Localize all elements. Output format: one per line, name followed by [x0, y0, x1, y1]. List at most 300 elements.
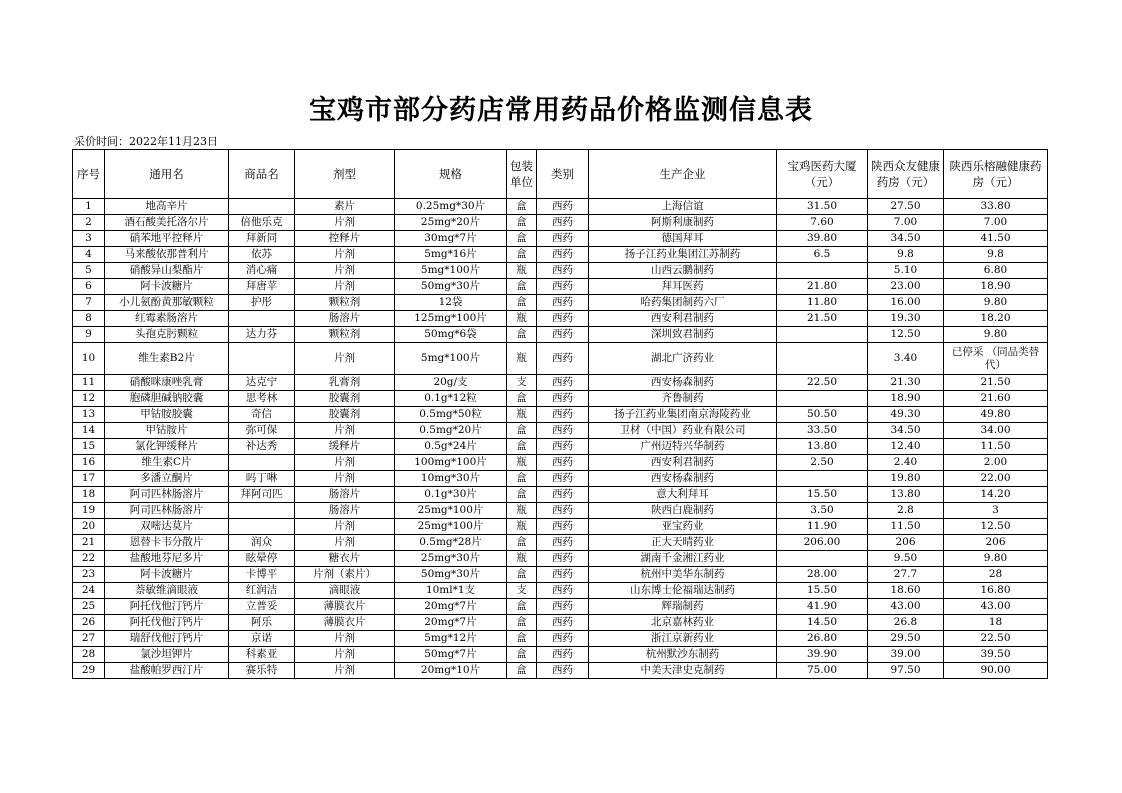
table-cell: 15.50	[777, 487, 868, 503]
table-cell: 2.50	[777, 455, 868, 471]
table-cell: 西药	[537, 663, 589, 679]
table-cell: 阿斯利康制药	[589, 215, 777, 231]
table-cell: 0.5mg*28片	[395, 535, 507, 551]
table-cell: 西药	[537, 471, 589, 487]
table-cell: 49.80	[944, 407, 1048, 423]
column-header: 序号	[73, 150, 105, 199]
table-cell: 盒	[507, 327, 537, 343]
table-cell: 39.90	[777, 647, 868, 663]
table-cell: 硝酸咪康唑乳膏	[105, 375, 229, 391]
table-cell: 瓶	[507, 343, 537, 375]
table-cell: 阿司匹林肠溶片	[105, 487, 229, 503]
table-cell: 盐酸地芬尼多片	[105, 551, 229, 567]
table-cell: 50mg*30片	[395, 279, 507, 295]
table-cell: 西安利君制药	[589, 455, 777, 471]
table-cell: 西药	[537, 327, 589, 343]
table-row	[73, 231, 1048, 247]
table-cell: 西药	[537, 231, 589, 247]
table-cell: 瓶	[507, 263, 537, 279]
table-cell	[229, 311, 295, 327]
table-cell: 消心痛	[229, 263, 295, 279]
table-cell: 头孢克肟颗粒	[105, 327, 229, 343]
table-row	[73, 599, 1048, 615]
table-cell: 片剂	[295, 631, 395, 647]
table-cell: 12.40	[868, 439, 944, 455]
table-cell	[777, 391, 868, 407]
table-cell: 达克宁	[229, 375, 295, 391]
table-cell: 薄膜衣片	[295, 615, 395, 631]
table-row	[73, 567, 1048, 583]
table-cell: 10mg*30片	[395, 471, 507, 487]
table-cell: 23	[73, 567, 105, 583]
table-cell: 眩晕停	[229, 551, 295, 567]
table-cell: 思考林	[229, 391, 295, 407]
table-cell: 9.80	[944, 551, 1048, 567]
table-row	[73, 471, 1048, 487]
table-cell: 盒	[507, 231, 537, 247]
table-cell: 18.90	[868, 391, 944, 407]
table-cell: 维生素C片	[105, 455, 229, 471]
table-cell: 盒	[507, 423, 537, 439]
table-cell: 31.50	[777, 199, 868, 215]
table-cell: 50.50	[777, 407, 868, 423]
table-cell: 盒	[507, 535, 537, 551]
table-cell: 拜唐苹	[229, 279, 295, 295]
table-cell: 3.50	[777, 503, 868, 519]
table-cell: 西药	[537, 439, 589, 455]
table-cell: 盒	[507, 663, 537, 679]
table-cell: 中美天津史克制药	[589, 663, 777, 679]
table-cell: 20mg*7片	[395, 615, 507, 631]
table-cell: 片剂	[295, 279, 395, 295]
table-cell: 恩替卡韦分散片	[105, 535, 229, 551]
table-cell: 5mg*100片	[395, 343, 507, 375]
table-cell: 盒	[507, 439, 537, 455]
header-row	[73, 150, 1048, 199]
table-cell: 28.00	[777, 567, 868, 583]
table-cell: 39.00	[868, 647, 944, 663]
table-row	[73, 263, 1048, 279]
table-row	[73, 423, 1048, 439]
table-row	[73, 615, 1048, 631]
table-cell: 颗粒剂	[295, 327, 395, 343]
table-cell: 206	[944, 535, 1048, 551]
table-cell: 湖南千金湘江药业	[589, 551, 777, 567]
table-cell: 西安杨森制药	[589, 471, 777, 487]
column-header: 商品名	[229, 150, 295, 199]
table-cell	[229, 343, 295, 375]
table-cell: 15	[73, 439, 105, 455]
table-cell: 西药	[537, 631, 589, 647]
table-cell	[229, 519, 295, 535]
table-cell: 吗丁啉	[229, 471, 295, 487]
table-cell: 33.50	[777, 423, 868, 439]
table-row	[73, 279, 1048, 295]
table-cell: 19.80	[868, 471, 944, 487]
table-cell: 22.50	[944, 631, 1048, 647]
table-row	[73, 439, 1048, 455]
table-cell: 27.7	[868, 567, 944, 583]
table-cell: 25mg*100片	[395, 519, 507, 535]
table-cell: 西安利君制药	[589, 311, 777, 327]
table-cell: 拜阿司匹	[229, 487, 295, 503]
table-cell: 34.50	[868, 423, 944, 439]
table-row	[73, 215, 1048, 231]
table-cell: 阿司匹林肠溶片	[105, 503, 229, 519]
table-cell: 9.8	[868, 247, 944, 263]
table-cell: 西药	[537, 295, 589, 311]
table-cell: 浙江京新药业	[589, 631, 777, 647]
table-cell: 2.8	[868, 503, 944, 519]
table-cell: 27.50	[868, 199, 944, 215]
table-cell: 25	[73, 599, 105, 615]
table-row	[73, 311, 1048, 327]
page-title: 宝鸡市部分药店常用药品价格监测信息表	[309, 95, 813, 126]
table-cell: 西药	[537, 599, 589, 615]
table-cell: 红霉素肠溶片	[105, 311, 229, 327]
table-cell	[777, 343, 868, 375]
table-cell: 片剂	[295, 471, 395, 487]
table-cell: 盒	[507, 295, 537, 311]
table-cell: 补达秀	[229, 439, 295, 455]
table-cell: 薄膜衣片	[295, 599, 395, 615]
column-header: 规格	[395, 150, 507, 199]
table-cell: 维生素B2片	[105, 343, 229, 375]
column-header: 陕西众友健康药房（元）	[868, 150, 944, 199]
table-cell: 阿托伐他汀钙片	[105, 599, 229, 615]
table-cell: 14.50	[777, 615, 868, 631]
table-cell: 片剂	[295, 263, 395, 279]
table-cell: 肠溶片	[295, 487, 395, 503]
table-cell: 瓶	[507, 407, 537, 423]
table-cell: 21.50	[944, 375, 1048, 391]
table-cell: 5.10	[868, 263, 944, 279]
table-cell: 9	[73, 327, 105, 343]
table-cell: 湖北广济药业	[589, 343, 777, 375]
table-cell: 19.30	[868, 311, 944, 327]
table-cell: 13.80	[868, 487, 944, 503]
table-cell: 山东博士伦福瑞达制药	[589, 583, 777, 599]
table-cell: 41.90	[777, 599, 868, 615]
table-row	[73, 455, 1048, 471]
table-cell: 深圳致君制药	[589, 327, 777, 343]
table-cell: 7.00	[944, 215, 1048, 231]
table-cell: 28	[944, 567, 1048, 583]
table-cell: 34.50	[868, 231, 944, 247]
table-cell: 西药	[537, 407, 589, 423]
table-cell: 30mg*7片	[395, 231, 507, 247]
table-row	[73, 663, 1048, 679]
table-cell: 18.20	[944, 311, 1048, 327]
table-cell: 13.80	[777, 439, 868, 455]
table-cell: 16	[73, 455, 105, 471]
table-cell: 16.00	[868, 295, 944, 311]
table-cell: 2	[73, 215, 105, 231]
table-cell: 100mg*100片	[395, 455, 507, 471]
table-cell: 21.60	[944, 391, 1048, 407]
table-cell: 杭州默沙东制药	[589, 647, 777, 663]
table-cell: 2.00	[944, 455, 1048, 471]
table-cell: 206.00	[777, 535, 868, 551]
table-cell: 齐鲁制药	[589, 391, 777, 407]
table-cell: 20mg*7片	[395, 599, 507, 615]
table-row	[73, 343, 1048, 375]
table-cell: 125mg*100片	[395, 311, 507, 327]
table-cell: 7.00	[868, 215, 944, 231]
table-cell: 瓶	[507, 519, 537, 535]
table-cell: 科素亚	[229, 647, 295, 663]
table-cell: 正大天晴药业	[589, 535, 777, 551]
table-cell: 西药	[537, 551, 589, 567]
table-cell: 京诺	[229, 631, 295, 647]
table-cell: 5	[73, 263, 105, 279]
table-cell: 5mg*16片	[395, 247, 507, 263]
table-cell: 西药	[537, 503, 589, 519]
table-cell: 盐酸帕罗西汀片	[105, 663, 229, 679]
table-cell: 缓释片	[295, 439, 395, 455]
table-cell: 25mg*20片	[395, 215, 507, 231]
table-cell: 弥可保	[229, 423, 295, 439]
table-cell: 33.80	[944, 199, 1048, 215]
table-cell: 10	[73, 343, 105, 375]
table-cell: 19	[73, 503, 105, 519]
table-cell: 12	[73, 391, 105, 407]
table-cell: 达力芬	[229, 327, 295, 343]
table-cell: 马来酸依那普利片	[105, 247, 229, 263]
table-row	[73, 519, 1048, 535]
table-cell: 片剂	[295, 647, 395, 663]
table-cell: 多潘立酮片	[105, 471, 229, 487]
table-cell: 瓶	[507, 551, 537, 567]
table-cell	[777, 551, 868, 567]
table-cell: 21	[73, 535, 105, 551]
table-cell: 酒石酸美托洛尔片	[105, 215, 229, 231]
table-cell: 阿卡波糖片	[105, 567, 229, 583]
table-cell: 50mg*30片	[395, 567, 507, 583]
table-cell: 护彤	[229, 295, 295, 311]
table-cell: 双嘧达莫片	[105, 519, 229, 535]
table-cell: 西药	[537, 247, 589, 263]
table-cell: 红润洁	[229, 583, 295, 599]
table-cell: 12.50	[944, 519, 1048, 535]
table-cell: 片剂	[295, 519, 395, 535]
table-cell: 49.30	[868, 407, 944, 423]
table-cell: 18	[73, 487, 105, 503]
table-cell: 9.50	[868, 551, 944, 567]
table-cell: 素片	[295, 199, 395, 215]
table-cell: 西药	[537, 455, 589, 471]
table-cell: 41.50	[944, 231, 1048, 247]
table-cell: 3.40	[868, 343, 944, 375]
table-cell: 西药	[537, 215, 589, 231]
column-header: 陕西乐榕融健康药房（元）	[944, 150, 1048, 199]
table-cell: 西药	[537, 423, 589, 439]
table-cell: 206	[868, 535, 944, 551]
table-cell: 奇信	[229, 407, 295, 423]
table-cell: 5mg*100片	[395, 263, 507, 279]
table-row	[73, 407, 1048, 423]
table-cell: 盒	[507, 215, 537, 231]
table-cell: 已停采 （同品类替代）	[944, 343, 1048, 375]
table-cell: 立普妥	[229, 599, 295, 615]
table-cell: 瓶	[507, 311, 537, 327]
table-cell: 50mg*7片	[395, 647, 507, 663]
table-cell: 20mg*10片	[395, 663, 507, 679]
table-cell: 90.00	[944, 663, 1048, 679]
table-cell: 3	[73, 231, 105, 247]
table-cell: 硝酸异山梨酯片	[105, 263, 229, 279]
table-cell: 杭州中美华东制药	[589, 567, 777, 583]
table-body	[73, 199, 1048, 679]
column-header: 通用名	[105, 150, 229, 199]
table-cell: 广州迈特兴华制药	[589, 439, 777, 455]
table-row	[73, 327, 1048, 343]
table-cell: 滴眼液	[295, 583, 395, 599]
table-cell	[777, 327, 868, 343]
table-cell: 盒	[507, 471, 537, 487]
table-cell: 21.80	[777, 279, 868, 295]
table-cell: 依苏	[229, 247, 295, 263]
table-cell: 盒	[507, 567, 537, 583]
table-cell: 6.80	[944, 263, 1048, 279]
table-cell: 片剂	[295, 343, 395, 375]
table-cell: 拜新同	[229, 231, 295, 247]
table-cell: 西药	[537, 263, 589, 279]
table-cell: 控释片	[295, 231, 395, 247]
table-cell: 0.5mg*20片	[395, 423, 507, 439]
table-cell: 26	[73, 615, 105, 631]
table-cell: 片剂	[295, 535, 395, 551]
table-cell: 5mg*12片	[395, 631, 507, 647]
table-cell: 片剂	[295, 247, 395, 263]
table-row	[73, 487, 1048, 503]
table-cell: 18.90	[944, 279, 1048, 295]
table-cell: 盒	[507, 247, 537, 263]
table-cell: 9.80	[944, 327, 1048, 343]
table-cell: 0.25mg*30片	[395, 199, 507, 215]
table-cell	[229, 455, 295, 471]
table-cell: 片剂	[295, 423, 395, 439]
table-cell: 1	[73, 199, 105, 215]
table-cell: 27	[73, 631, 105, 647]
table-cell: 50mg*6袋	[395, 327, 507, 343]
table-cell: 阿乐	[229, 615, 295, 631]
table-cell: 盒	[507, 615, 537, 631]
table-cell: 倍他乐克	[229, 215, 295, 231]
table-cell: 瑞舒伐他汀钙片	[105, 631, 229, 647]
table-cell: 22.50	[777, 375, 868, 391]
table-cell: 陕西白鹿制药	[589, 503, 777, 519]
table-cell: 0.5mg*50粒	[395, 407, 507, 423]
table-row	[73, 247, 1048, 263]
table-cell: 13	[73, 407, 105, 423]
table-cell: 胶囊剂	[295, 391, 395, 407]
table-cell: 西药	[537, 391, 589, 407]
table-cell: 12袋	[395, 295, 507, 311]
table-cell: 德国拜耳	[589, 231, 777, 247]
table-cell: 片剂	[295, 455, 395, 471]
table-cell: 盒	[507, 199, 537, 215]
table-cell: 西药	[537, 487, 589, 503]
table-cell: 2.40	[868, 455, 944, 471]
table-row	[73, 535, 1048, 551]
table-cell: 10ml*1支	[395, 583, 507, 599]
table-cell: 25mg*100片	[395, 503, 507, 519]
table-cell: 39.80	[777, 231, 868, 247]
table-cell: 瓶	[507, 455, 537, 471]
column-header: 类别	[537, 150, 589, 199]
table-cell: 8	[73, 311, 105, 327]
table-cell: 21.30	[868, 375, 944, 391]
table-cell: 氯沙坦钾片	[105, 647, 229, 663]
table-cell: 6	[73, 279, 105, 295]
table-cell: 14	[73, 423, 105, 439]
table-cell: 11.80	[777, 295, 868, 311]
table-cell: 胞磷胆碱钠胶囊	[105, 391, 229, 407]
table-cell: 11	[73, 375, 105, 391]
table-cell: 26.8	[868, 615, 944, 631]
table-row	[73, 199, 1048, 215]
table-cell: 西药	[537, 343, 589, 375]
table-cell: 甲钴胺胶囊	[105, 407, 229, 423]
table-cell: 23.00	[868, 279, 944, 295]
table-cell: 39.50	[944, 647, 1048, 663]
table-cell: 片剂	[295, 215, 395, 231]
table-cell: 硝苯地平控释片	[105, 231, 229, 247]
table-cell: 4	[73, 247, 105, 263]
table-cell: 0.1g*30片	[395, 487, 507, 503]
table-cell: 24	[73, 583, 105, 599]
table-cell: 43.00	[944, 599, 1048, 615]
table-row	[73, 375, 1048, 391]
table-cell: 氯化钾缓释片	[105, 439, 229, 455]
table-cell: 7	[73, 295, 105, 311]
table-cell: 6.5	[777, 247, 868, 263]
table-cell: 盒	[507, 279, 537, 295]
table-cell: 西药	[537, 519, 589, 535]
price-table	[72, 149, 1048, 679]
table-cell: 西药	[537, 583, 589, 599]
table-row	[73, 503, 1048, 519]
table-cell: 上海信谊	[589, 199, 777, 215]
table-cell: 小儿氨酚黄那敏颗粒	[105, 295, 229, 311]
table-cell: 22.00	[944, 471, 1048, 487]
table-cell: 7.60	[777, 215, 868, 231]
table-cell: 11.50	[944, 439, 1048, 455]
table-cell: 卡博平	[229, 567, 295, 583]
table-cell: 意大利拜耳	[589, 487, 777, 503]
table-cell: 北京嘉林药业	[589, 615, 777, 631]
column-header: 生产企业	[589, 150, 777, 199]
table-cell: 亚宝药业	[589, 519, 777, 535]
table-cell: 哈药集团制药六厂	[589, 295, 777, 311]
table-cell: 14.20	[944, 487, 1048, 503]
table-cell: 肠溶片	[295, 311, 395, 327]
table-cell: 0.5g*24片	[395, 439, 507, 455]
table-cell: 西药	[537, 647, 589, 663]
table-cell: 西安杨森制药	[589, 375, 777, 391]
table-cell: 肠溶片	[295, 503, 395, 519]
table-cell: 片剂	[295, 663, 395, 679]
table-cell: 17	[73, 471, 105, 487]
table-row	[73, 551, 1048, 567]
table-cell: 34.00	[944, 423, 1048, 439]
table-cell: 西药	[537, 567, 589, 583]
table-cell: 3	[944, 503, 1048, 519]
table-row	[73, 295, 1048, 311]
table-cell: 20g/支	[395, 375, 507, 391]
table-cell: 盒	[507, 647, 537, 663]
